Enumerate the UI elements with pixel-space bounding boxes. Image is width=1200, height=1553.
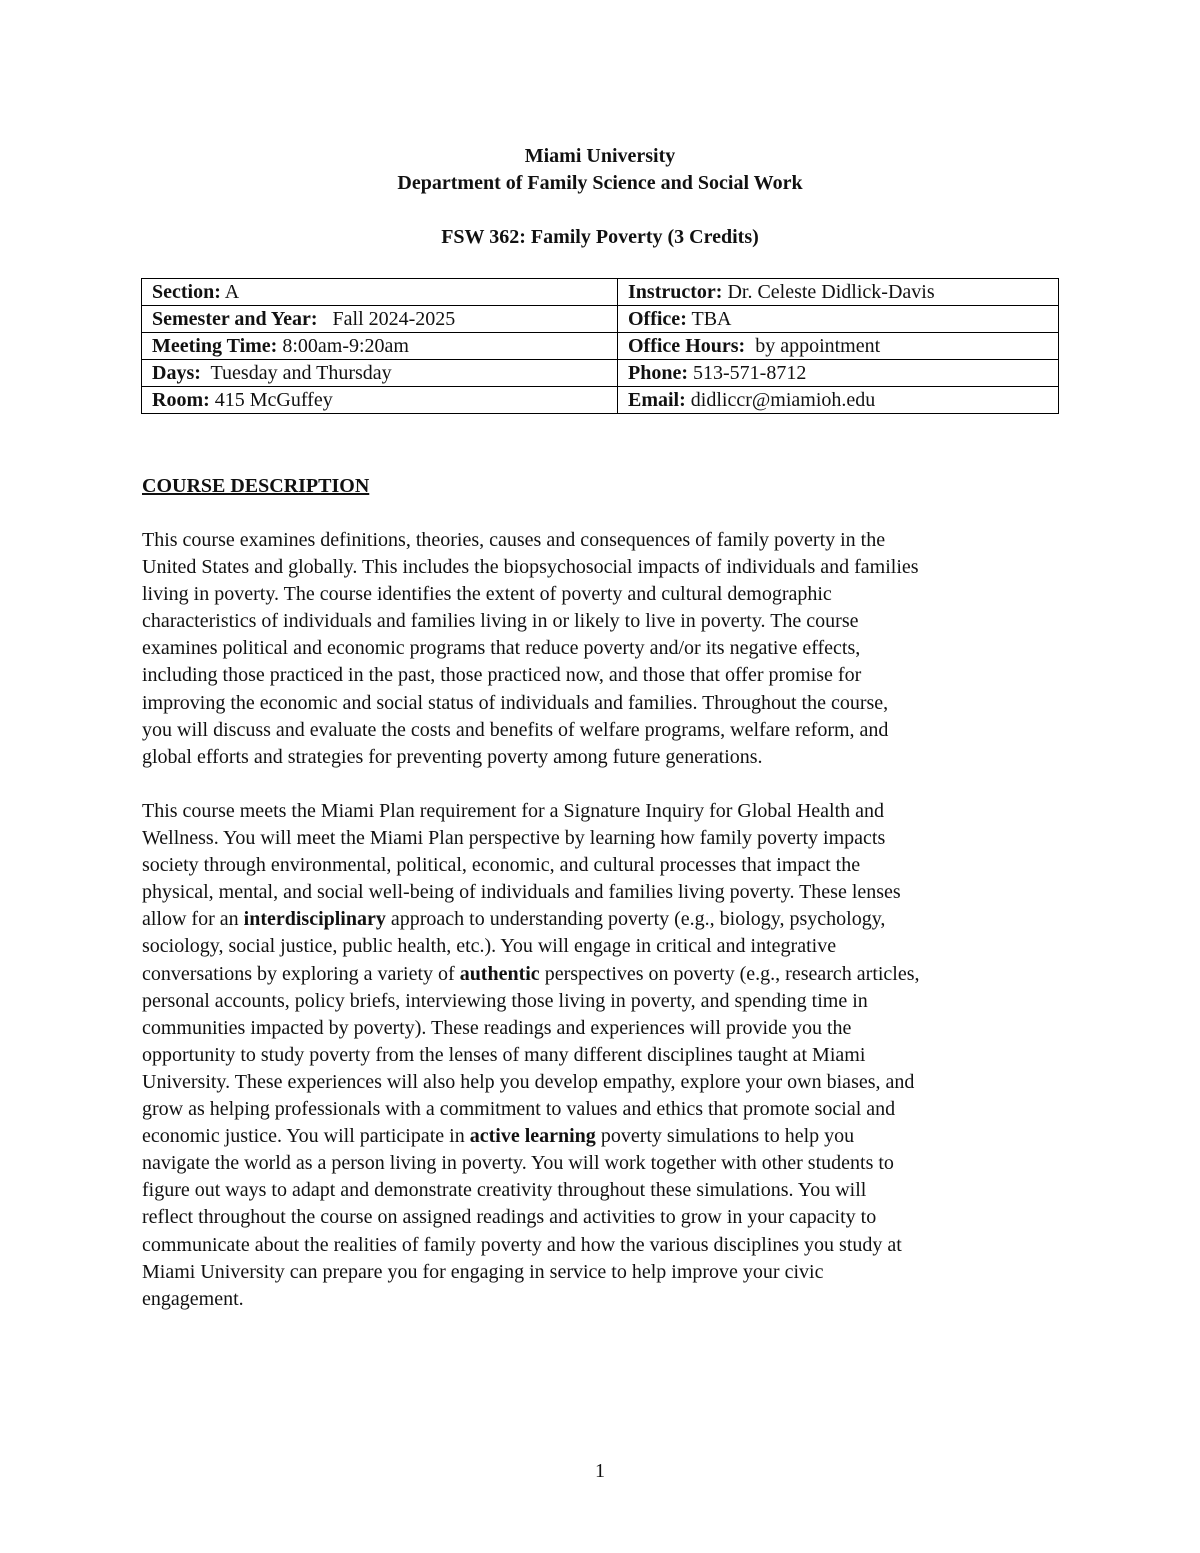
info-cell [142,333,618,360]
info-row [142,306,1059,333]
department-title: Department of Family Science and Social Work [397,172,803,194]
paragraph-line: Wellness. You will meet the Miami Plan perspective by learning how family poverty impacts [142,827,886,850]
info-row [142,333,1059,360]
info-label: Section: [152,281,221,303]
info-value: 513-571-8712 [688,362,807,384]
paragraph-line: reflect throughout the course on assigned readings and activities to grow in your capacity to [142,1206,877,1229]
paragraph-line: characteristics of individuals and families living in or likely to live in poverty. The course [142,610,859,633]
info-cell [618,360,1059,387]
info-value: by appointment [745,335,881,357]
info-cell [618,387,1059,414]
info-value: 8:00am-9:20am [277,335,409,357]
paragraph-line: improving the economic and social status of individuals and families. Throughout the course, [142,691,889,714]
paragraph-line [142,1123,1062,1150]
info-cell [618,306,1059,333]
paragraph-line: grow as helping professionals with a commitment to values and ethics that promote social and [142,1098,896,1121]
info-cell [142,387,618,414]
info-cell [618,279,1059,306]
info-cell [142,360,618,387]
info-label: Office Hours: [628,335,746,357]
paragraph-line [142,961,1062,988]
info-label: Instructor: [628,281,723,303]
info-row [142,360,1059,387]
info-value: didliccr@miamioh.edu [685,389,876,411]
info-value: A [220,281,240,303]
info-value: Tuesday and Thursday [200,362,392,384]
paragraph-line: personal accounts, policy briefs, interviewing those living in poverty, and spending time in [142,989,868,1012]
info-value: TBA [686,308,732,330]
course-description-paragraph-1 [142,527,1062,771]
course-description-heading: COURSE DESCRIPTION [142,475,370,497]
paragraph-line: This course examines definitions, theories, causes and consequences of family poverty in the [142,529,886,551]
line-text: economic justice. You will participate in [142,1125,470,1148]
emphasis-authentic: authentic [459,962,540,985]
emphasis-active-learning: active learning [469,1125,596,1148]
info-label: Office: [628,308,687,330]
paragraph-line: navigate the world as a person living in poverty. You will work together with other students to [142,1152,894,1175]
info-value: Dr. Celeste Didlick-Davis [722,281,935,303]
paragraph-line [142,906,1062,933]
paragraph-line: figure out ways to adapt and demonstrate creativity throughout these simulations. You will [142,1179,867,1202]
info-label: Email: [628,389,686,411]
course-title: FSW 362: Family Poverty (3 Credits) [441,226,759,248]
info-cell [142,279,618,306]
paragraph-line: communities impacted by poverty). These readings and experiences will provide you the [142,1016,852,1039]
course-description-paragraph-2 [142,798,1062,1313]
info-label: Days: [152,362,201,384]
info-value: 415 McGuffey [209,389,333,411]
paragraph-line: opportunity to study poverty from the lenses of many different disciplines taught at Miami [142,1043,866,1066]
info-cell [142,306,618,333]
line-text: conversations by exploring a variety of [142,962,460,985]
line-text: poverty simulations to help you [595,1125,855,1148]
line-text: allow for an [142,908,244,931]
paragraph-line: This course meets the Miami Plan requirement for a Signature Inquiry for Global Health and [142,800,885,822]
paragraph-line: Miami University can prepare you for engaging in service to help improve your civic [142,1260,824,1283]
info-label: Phone: [628,362,688,384]
paragraph-line: examines political and economic programs that reduce poverty and/or its negative effects, [142,637,861,660]
paragraph-line: living in poverty. The course identifies the extent of poverty and cultural demographic [142,583,832,606]
line-text: approach to understanding poverty (e.g., biology, psychology, [385,908,886,931]
paragraph-line: you will discuss and evaluate the costs and benefits of welfare programs, welfare reform, and [142,718,889,741]
paragraph-line: University. These experiences will also help you develop empathy, explore your own biases, and [142,1070,915,1093]
info-row [142,279,1059,306]
page-number: 1 [595,1460,605,1482]
paragraph-line: including those practiced in the past, those practiced now, and those that offer promise for [142,664,862,687]
info-label: Meeting Time: [152,335,278,357]
info-value: Fall 2024-2025 [317,308,456,330]
paragraph-line: society through environmental, political, economic, and cultural processes that impact the [142,854,861,877]
info-label: Room: [152,389,210,411]
paragraph-line: engagement. [142,1287,244,1310]
paragraph-line: sociology, social justice, public health, etc.). You will engage in critical and integrative [142,935,837,958]
university-title: Miami University [524,145,676,167]
paragraph-line: communicate about the realities of family poverty and how the various disciplines you study at [142,1233,902,1256]
info-label: Semester and Year: [152,308,318,330]
emphasis-interdisciplinary: interdisciplinary [243,908,386,931]
paragraph-line: United States and globally. This includes the biopsychosocial impacts of individuals and families [142,556,919,579]
info-row [142,387,1059,414]
course-info-table [141,278,1059,414]
line-text: perspectives on poverty (e.g., research articles, [539,962,920,985]
info-cell [618,333,1059,360]
paragraph-line: global efforts and strategies for preventing poverty among future generations. [142,745,763,768]
paragraph-line: physical, mental, and social well-being of individuals and families living poverty. These lenses [142,881,901,904]
